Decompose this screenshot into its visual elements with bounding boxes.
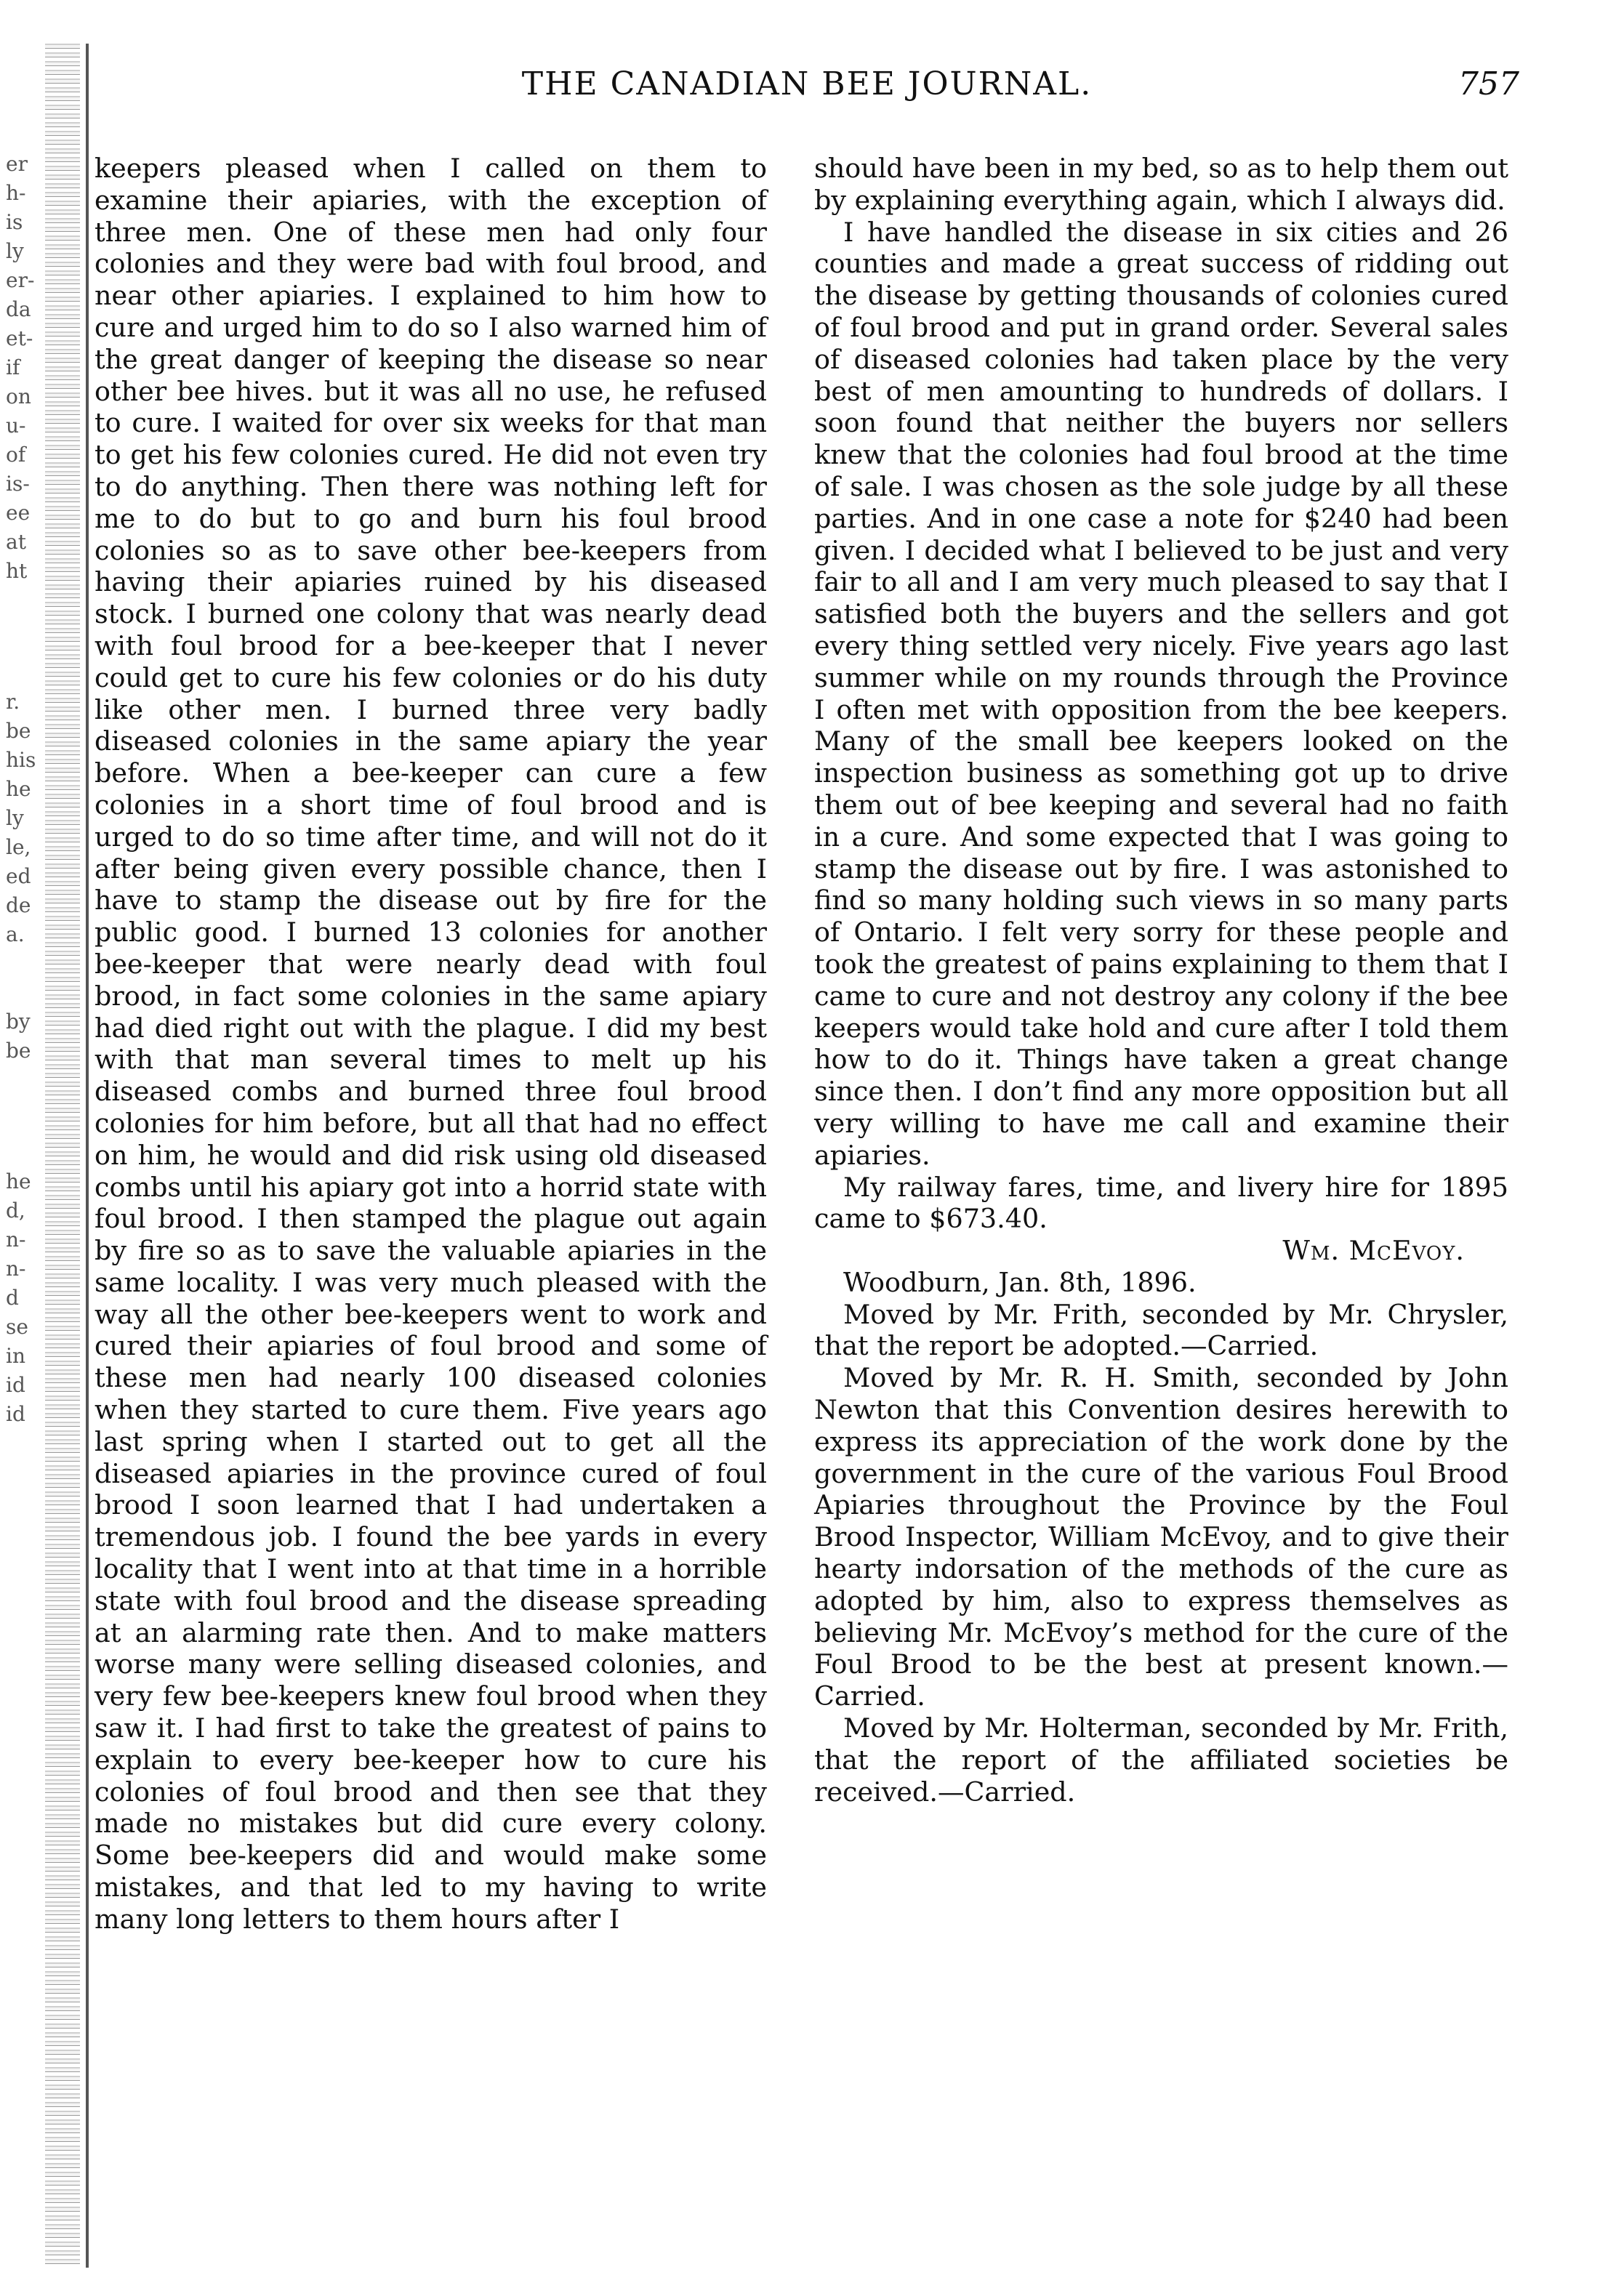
column-rule-left xyxy=(86,44,89,2268)
gutter-fragment: he xyxy=(6,1170,31,1193)
gutter-fragment: ly xyxy=(6,807,24,830)
gutter-fragment: er xyxy=(6,153,28,176)
right-column xyxy=(814,153,1508,1808)
running-head xyxy=(95,65,1519,109)
gutter-fragment: ed xyxy=(6,865,31,888)
gutter-fragment: is- xyxy=(6,472,30,496)
gutter-fragment: be xyxy=(6,720,31,743)
gutter-fragment: d, xyxy=(6,1199,25,1222)
gutter-fragment: da xyxy=(6,298,31,321)
expenses-paragraph: My railway fares, time, and livery hire for 1895 came to $673.40. xyxy=(814,1171,1508,1235)
dateline: Woodburn, Jan. 8th, 1896. xyxy=(843,1266,1197,1298)
left-column xyxy=(95,153,767,1936)
gutter-fragment: if xyxy=(6,356,20,379)
gutter-fragment: le, xyxy=(6,836,31,859)
body-paragraph-continued: should have been in my bed, so as to help them out by explaining everything again, which I always did. xyxy=(814,153,1508,216)
gutter-fragment: on xyxy=(6,385,31,408)
motion-paragraph: Moved by Mr. Frith, seconded by Mr. Chrysler, that the report be adopted.—Carried. xyxy=(814,1298,1508,1362)
binding-shadow xyxy=(45,44,80,2268)
gutter-fragment: in xyxy=(6,1345,25,1368)
gutter-fragment: d xyxy=(6,1286,19,1310)
page-number: 757 xyxy=(1458,65,1519,102)
signature-text: Wm. McEvoy. xyxy=(1282,1235,1465,1267)
gutter-fragment: n- xyxy=(6,1257,26,1281)
gutter-fragment: at xyxy=(6,531,26,554)
gutter-fragment: er- xyxy=(6,269,35,292)
motion-paragraph: Moved by Mr. Holterman, seconded by Mr. Frith, that the report of the affiliated societies be received.—Carried. xyxy=(814,1712,1508,1808)
gutter-fragment: ly xyxy=(6,240,24,263)
journal-title: THE CANADIAN BEE JOURNAL. xyxy=(521,65,1093,102)
gutter-fragment: he xyxy=(6,778,31,801)
gutter-fragment: is xyxy=(6,211,23,234)
gutter-fragment: of xyxy=(6,443,26,467)
gutter-fragment: se xyxy=(6,1316,28,1339)
body-paragraph: keepers pleased when I called on them to examine their apiaries, with the exception of three men. One of these men had only four colonies and they were bad with foul brood, and near other apiaries. I explained to him how to cure and urged him to do so I also warned him of the great danger of keeping the disease so near other bee hives. but it was all no use, he refused to cure. I waited for over six weeks for that man to get his few colonies cured. He did not even try to do anything. Then there was nothing left for me to do but to go and burn his foul brood colonies so as to save other bee-keepers from having their apiaries ruined by his diseased stock. I burned one colony that was nearly dead with foul brood for a bee-keeper that I never could get to cure his few colonies or do his duty like other men. I burned three very badly diseased colonies in the same apiary the year before. When a bee-keeper can cure a few colonies in a short time of foul brood and is urged to do so time after time, and will not do it after being given every possible chance, then I have to stamp the disease out by fire for the public good. I burned 13 colonies for another bee-keeper that were nearly dead with foul brood, in fact some colonies in the same apiary had died right out with the plague. I did my best with that man several times to melt up his diseased combs and burned three foul brood colonies for him before, but all that had no effect on him, he would and did risk using old diseased combs until his apiary got into a horrid state with foul brood. I then stamped the plague out again by fire so as to save the valuable apiaries in the same locality. I was very much pleased with the way all the other bee-keepers went to work and cured their apiaries of foul brood and some of these men had nearly 100 diseased colonies when they started to cure them. Five years ago last spring when I started out to get all the diseased apiaries in the province cured of foul brood I soon learned that I had undertaken a tremendous job. I found the bee yards in every locality that I went into at that time in a horrible state with foul brood and the disease spreading at an alarming rate then. And to make matters worse many were selling diseased colonies, and very few bee-keepers knew foul brood when they saw it. I had first to take the greatest of pains to explain to every bee-keeper how to cure his colonies of foul brood and then see that they made no mistakes but did cure every colony. Some bee-keepers did and would make some mistakes, and that led to my having to write many long letters to them hours after I xyxy=(95,153,767,1935)
gutter-fragment: id xyxy=(6,1403,25,1426)
gutter-fragment: r. xyxy=(6,690,20,714)
gutter-fragment: et- xyxy=(6,327,33,350)
gutter-fragment: a. xyxy=(6,923,25,946)
gutter-fragment: ht xyxy=(6,560,28,583)
gutter-fragment: id xyxy=(6,1374,25,1397)
body-paragraph: I have handled the disease in six cities and 26 counties and made a great success of ridding out the disease by getting thousands of colonies cured of foul brood and put in grand order. Several sales of diseased colonies had taken place by the very best of men amounting to hundreds of dollars. I soon found that neither the buyers nor sellers knew that the colonies had foul brood at the time of sale. I was chosen as the sole judge by all these parties. And in one case a note for $240 had been given. I decided what I believed to be just and very fair to all and I am very much pleased to say that I satisfied both the buyers and the sellers and got every thing settled very nicely. Five years ago last summer while on my rounds through the Province I often met with opposition from the bee keepers. Many of the small bee keepers looked on the inspection business as something got up to drive them out of bee keeping and several had no faith in a cure. And some expected that I was going to stamp the disease out by fire. I was astonished to find so many holding such views in so many parts of Ontario. I felt very sorry for these people and took the greatest of pains explaining to them that I came to cure and not destroy any colony if the bee keepers would take hold and cure after I told them how to do it. Things have taken a great change since then. I don’t find any more opposition but all very willing to have me call and examine their apiaries. xyxy=(814,216,1508,1171)
gutter-fragment: n- xyxy=(6,1228,26,1252)
gutter-fragment: by xyxy=(6,1010,31,1034)
gutter-fragment: de xyxy=(6,894,31,917)
gutter-fragment: ee xyxy=(6,502,31,525)
gutter-fragment: his xyxy=(6,749,36,772)
gutter-fragment: h- xyxy=(6,182,26,205)
motion-paragraph: Moved by Mr. R. H. Smith, seconded by John Newton that this Convention desires herewith to express its appreciation of the work done by the government in the cure of the various Foul Brood Apiaries throughout the Province by the Foul Brood Inspector, William McEvoy, and to give their hearty indorsation of the methods of the cure as adopted by him, also to express themselves as believing Mr. McEvoy’s method for the cure of the Foul Brood to be the best at present known.—Carried. xyxy=(814,1362,1508,1712)
author-signature xyxy=(814,1235,1508,1267)
gutter-fragment: u- xyxy=(6,414,26,438)
gutter-fragment: be xyxy=(6,1039,31,1063)
